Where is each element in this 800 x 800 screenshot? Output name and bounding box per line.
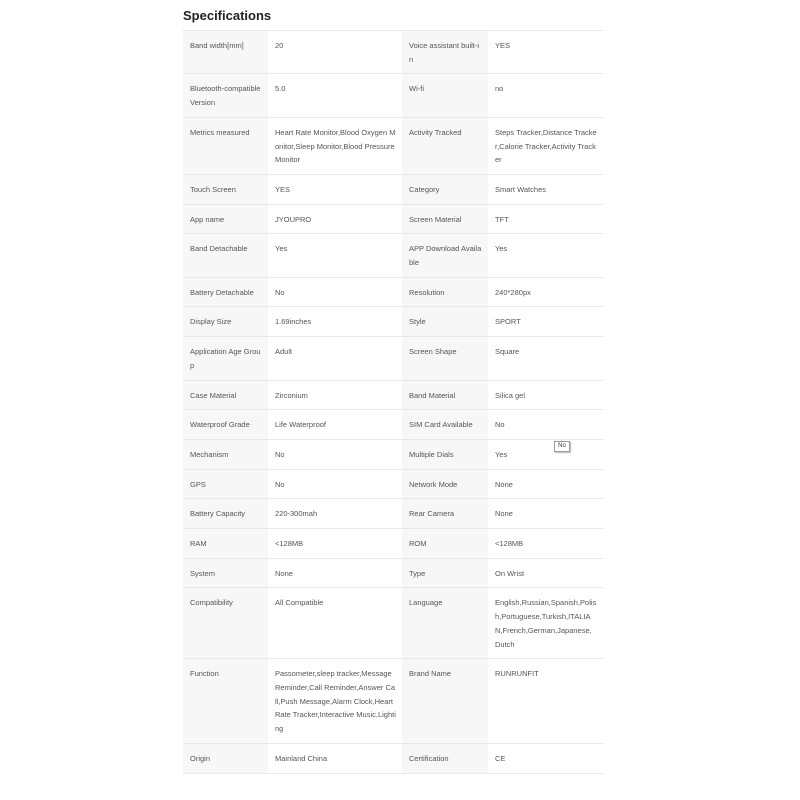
spec-row	[183, 410, 603, 440]
spec-value: 240*280px	[488, 277, 603, 307]
spec-value: Life Waterproof	[268, 410, 402, 440]
spec-row	[183, 558, 603, 588]
spec-row	[183, 529, 603, 559]
spec-value: Yes	[488, 439, 603, 469]
spec-key: Rear Camera	[402, 499, 488, 529]
spec-value: No	[268, 439, 402, 469]
spec-value: YES	[488, 31, 603, 74]
spec-key: Category	[402, 174, 488, 204]
spec-key: Metrics measured	[183, 117, 268, 174]
spec-value: No	[268, 277, 402, 307]
spec-key: Network Mode	[402, 469, 488, 499]
spec-key: Function	[183, 659, 268, 744]
spec-row	[183, 380, 603, 410]
spec-value: <128MB	[488, 529, 603, 559]
spec-row	[183, 307, 603, 337]
spec-row	[183, 117, 603, 174]
spec-key: Case Material	[183, 380, 268, 410]
spec-row	[183, 439, 603, 469]
spec-key: Style	[402, 307, 488, 337]
spec-value: All Compatible	[268, 588, 402, 659]
spec-key: SIM Card Available	[402, 410, 488, 440]
spec-key: Battery Detachable	[183, 277, 268, 307]
spec-value: 1.69inches	[268, 307, 402, 337]
spec-value: Zirconium	[268, 380, 402, 410]
spec-value: None	[268, 558, 402, 588]
spec-key: Resolution	[402, 277, 488, 307]
spec-key: Type	[402, 558, 488, 588]
spec-row	[183, 588, 603, 659]
spec-key: Band width[mm]	[183, 31, 268, 74]
spec-value: Passometer,sleep tracker,Message Reminder,Call Reminder,Answer Call,Push Message,Alarm Clock,Heart Rate Tracker,Interactive Music,Lighting	[268, 659, 402, 744]
spec-key: GPS	[183, 469, 268, 499]
spec-value: RUNRUNFIT	[488, 659, 603, 744]
specifications-heading: Specifications	[183, 8, 272, 23]
spec-key: RAM	[183, 529, 268, 559]
spec-key: Touch Screen	[183, 174, 268, 204]
spec-key: Voice assistant built-in	[402, 31, 488, 74]
spec-value: Adult	[268, 337, 402, 380]
spec-row	[183, 469, 603, 499]
spec-value: Yes	[268, 234, 402, 277]
spec-value: Yes	[488, 234, 603, 277]
spec-key: App name	[183, 204, 268, 234]
spec-key: Compatibility	[183, 588, 268, 659]
tooltip: No	[554, 441, 570, 452]
spec-row	[183, 499, 603, 529]
spec-value: Smart Watches	[488, 174, 603, 204]
spec-row	[183, 31, 603, 74]
spec-value: YES	[268, 174, 402, 204]
spec-key: Origin	[183, 743, 268, 773]
spec-key: Bluetooth-compatible Version	[183, 74, 268, 117]
spec-value: Mainland China	[268, 743, 402, 773]
spec-value: Steps Tracker,Distance Tracker,Calorie Tracker,Activity Tracker	[488, 117, 603, 174]
spec-value: No	[268, 469, 402, 499]
spec-key: Display Size	[183, 307, 268, 337]
spec-value: <128MB	[268, 529, 402, 559]
spec-key: ROM	[402, 529, 488, 559]
spec-value: 220-300mah	[268, 499, 402, 529]
spec-key: Activity Tracked	[402, 117, 488, 174]
spec-value: None	[488, 469, 603, 499]
spec-value: English,Russian,Spanish,Polish,Portuguese,Turkish,ITALIAN,French,German,Japanese,Dutch	[488, 588, 603, 659]
spec-row	[183, 743, 603, 773]
spec-key: Band Detachable	[183, 234, 268, 277]
spec-key: Screen Shape	[402, 337, 488, 380]
spec-value: JYOUPRO	[268, 204, 402, 234]
spec-value: Square	[488, 337, 603, 380]
spec-key: APP Download Available	[402, 234, 488, 277]
spec-row	[183, 277, 603, 307]
spec-key: Application Age Group	[183, 337, 268, 380]
spec-row	[183, 74, 603, 117]
specifications-table	[183, 30, 603, 774]
spec-key: Screen Material	[402, 204, 488, 234]
spec-row	[183, 337, 603, 380]
spec-value: 5.0	[268, 74, 402, 117]
spec-value: CE	[488, 743, 603, 773]
spec-key: Brand Name	[402, 659, 488, 744]
spec-value: Heart Rate Monitor,Blood Oxygen Monitor,Sleep Monitor,Blood Pressure Monitor	[268, 117, 402, 174]
spec-row	[183, 174, 603, 204]
spec-value: TFT	[488, 204, 603, 234]
spec-value: SPORT	[488, 307, 603, 337]
spec-row	[183, 659, 603, 744]
spec-value: No	[488, 410, 603, 440]
spec-key: Wi-fi	[402, 74, 488, 117]
spec-key: Band Material	[402, 380, 488, 410]
spec-row	[183, 204, 603, 234]
spec-key: Certification	[402, 743, 488, 773]
spec-value: 20	[268, 31, 402, 74]
spec-value: None	[488, 499, 603, 529]
spec-key: Multiple Dials	[402, 439, 488, 469]
spec-key: Language	[402, 588, 488, 659]
spec-value: On Wrist	[488, 558, 603, 588]
spec-key: Waterproof Grade	[183, 410, 268, 440]
spec-row	[183, 234, 603, 277]
spec-key: System	[183, 558, 268, 588]
spec-value: no	[488, 74, 603, 117]
spec-key: Battery Capacity	[183, 499, 268, 529]
spec-value: Silica gel	[488, 380, 603, 410]
spec-key: Mechanism	[183, 439, 268, 469]
